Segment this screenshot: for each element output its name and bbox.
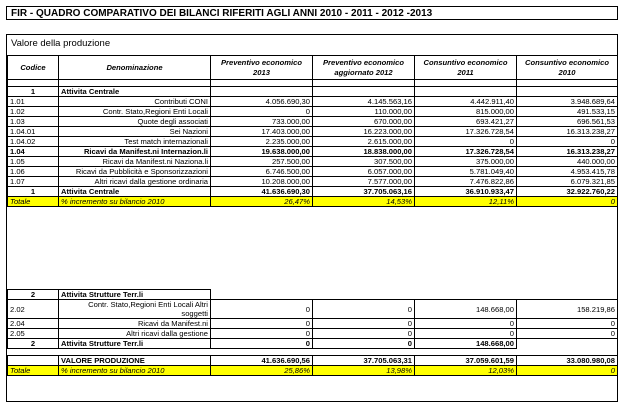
grand-pct-v4: 0	[517, 366, 618, 376]
group2-total-row	[8, 339, 618, 349]
row-desc: Contributi CONI	[59, 97, 211, 107]
total2-v1: 0	[211, 339, 313, 349]
grand-v4: 33.080.980,08	[517, 356, 618, 366]
grand-v2: 37.705.063,31	[313, 356, 415, 366]
gap-row	[8, 349, 618, 356]
grand-label: VALORE PRODUZIONE	[59, 356, 211, 366]
row-v4: 0	[517, 329, 618, 339]
row-v2: 0	[313, 329, 415, 339]
row-v2: 0	[313, 319, 415, 329]
pct-v2: 14,53%	[313, 197, 415, 207]
row-v1: 6.746.500,00	[211, 167, 313, 177]
row-v4: 0	[517, 137, 618, 147]
row-v1: 17.403.000,00	[211, 127, 313, 137]
row-desc: Ricavi da Manifest.ni	[59, 319, 211, 329]
row-v3: 17.326.728,54	[415, 147, 517, 157]
table-row	[8, 319, 618, 329]
row-v2: 307.500,00	[313, 157, 415, 167]
header-denominazione: Denominazione	[59, 56, 211, 80]
row-v4: 158.219,86	[517, 300, 618, 319]
row-v1: 0	[211, 329, 313, 339]
row-v2: 2.615.000,00	[313, 137, 415, 147]
group-header-row	[8, 87, 618, 97]
row-code: 1.07	[8, 177, 59, 187]
grand-pct-row	[8, 366, 618, 376]
row-v1: 10.208.000,00	[211, 177, 313, 187]
row-desc: Altri ricavi dalla gestione ordinaria	[59, 177, 211, 187]
header-col4: Consuntivo economico 2010	[517, 56, 618, 80]
row-v3: 375.000,00	[415, 157, 517, 167]
header-col2: Preventivo economico aggiornato 2012	[313, 56, 415, 80]
row-v3: 0	[415, 329, 517, 339]
row-code: 1.06	[8, 167, 59, 177]
pct-v3: 12,11%	[415, 197, 517, 207]
row-code: 1.02	[8, 107, 59, 117]
header-col1: Preventivo economico 2013	[211, 56, 313, 80]
production-table	[7, 55, 618, 207]
row-code: 1.04.01	[8, 127, 59, 137]
pct-row	[8, 197, 618, 207]
grand-v1: 41.636.690,56	[211, 356, 313, 366]
table-row	[8, 177, 618, 187]
pct-v4: 0	[517, 197, 618, 207]
row-desc: Test match internazionali	[59, 137, 211, 147]
row-desc: Contr. Stato,Regioni Enti Locali Altri soggetti	[59, 300, 211, 319]
row-v2: 16.223.000,00	[313, 127, 415, 137]
row-code: 1.03	[8, 117, 59, 127]
table-row	[8, 107, 618, 117]
row-v3: 815.000,00	[415, 107, 517, 117]
table-row	[8, 117, 618, 127]
row-desc: Ricavi da Manifest.ni Internazion.li	[59, 147, 211, 157]
row-v2: 18.838.000,00	[313, 147, 415, 157]
group2-label: Attivita Strutture Terr.li	[59, 290, 211, 300]
table-row	[8, 97, 618, 107]
pct-desc: % incremento su bilancio 2010	[59, 197, 211, 207]
total2-v4	[517, 339, 618, 349]
total2-v3: 148.668,00	[415, 339, 517, 349]
row-v4: 16.313.238,27	[517, 127, 618, 137]
group2-header-row	[8, 290, 618, 300]
table-row	[8, 300, 618, 319]
row-v3: 148.668,00	[415, 300, 517, 319]
row-code: 1.05	[8, 157, 59, 167]
table-row	[8, 127, 618, 137]
section-title: Valore della produzione	[11, 38, 111, 49]
row-desc: Altri ricavi dalla gestione	[59, 329, 211, 339]
row-v3: 4.442.911,40	[415, 97, 517, 107]
row-v3: 0	[415, 137, 517, 147]
row-desc: Ricavi da Pubblicità e Sponsorizzazioni	[59, 167, 211, 177]
row-code: 2.04	[8, 319, 59, 329]
row-v4: 3.948.689,64	[517, 97, 618, 107]
table-row	[8, 137, 618, 147]
row-v2: 4.145.563,16	[313, 97, 415, 107]
row-desc: Sei Nazioni	[59, 127, 211, 137]
row-v4: 6.079.321,85	[517, 177, 618, 187]
grand-pct-v3: 12,03%	[415, 366, 517, 376]
spacer-row	[8, 80, 618, 87]
row-v1: 4.056.690,30	[211, 97, 313, 107]
row-v3: 693.421,27	[415, 117, 517, 127]
grand-pct-label: Totale	[8, 366, 59, 376]
grand-pct-desc: % incremento su bilancio 2010	[59, 366, 211, 376]
row-desc: Ricavi da Manifest.ni Naziona.li	[59, 157, 211, 167]
row-v4: 16.313.238,27	[517, 147, 618, 157]
row-v1: 2.235.000,00	[211, 137, 313, 147]
table-row	[8, 147, 618, 157]
row-code: 1.04	[8, 147, 59, 157]
territorial-table	[7, 289, 618, 376]
row-v4: 0	[517, 319, 618, 329]
row-v3: 17.326.728,54	[415, 127, 517, 137]
row-v3: 7.476.822,86	[415, 177, 517, 187]
grand-pct-v1: 25,86%	[211, 366, 313, 376]
group-total-row	[8, 187, 618, 197]
row-v3: 0	[415, 319, 517, 329]
row-code: 1.01	[8, 97, 59, 107]
table-row	[8, 329, 618, 339]
row-desc: Quote degli associati	[59, 117, 211, 127]
group-label: Attivita Centrale	[59, 87, 211, 97]
total-v1: 41.636.690,30	[211, 187, 313, 197]
total-code: 1	[8, 187, 59, 197]
total-v4: 32.922.760,22	[517, 187, 618, 197]
table-row	[8, 157, 618, 167]
row-v2: 7.577.000,00	[313, 177, 415, 187]
total2-code: 2	[8, 339, 59, 349]
group2-code: 2	[8, 290, 59, 300]
header-col3: Consuntivo economico 2011	[415, 56, 517, 80]
row-desc: Contr. Stato,Regioni Enti Locali	[59, 107, 211, 117]
header-row	[8, 56, 618, 80]
row-v4: 696.561,53	[517, 117, 618, 127]
row-v1: 0	[211, 107, 313, 117]
row-code: 2.02	[8, 300, 59, 319]
pct-label: Totale	[8, 197, 59, 207]
row-v2: 0	[313, 300, 415, 319]
row-v1: 733.000,00	[211, 117, 313, 127]
grand-v3: 37.059.601,59	[415, 356, 517, 366]
group-code: 1	[8, 87, 59, 97]
row-v1: 0	[211, 319, 313, 329]
total2-label: Attivita Strutture Terr.li	[59, 339, 211, 349]
grand-total-row	[8, 356, 618, 366]
row-v3: 5.781.049,40	[415, 167, 517, 177]
row-v2: 670.000,00	[313, 117, 415, 127]
row-v4: 4.953.415,78	[517, 167, 618, 177]
total-v3: 36.910.933,47	[415, 187, 517, 197]
row-v1: 19.638.000,00	[211, 147, 313, 157]
row-code: 2.05	[8, 329, 59, 339]
page-title: FIR - QUADRO COMPARATIVO DEI BILANCI RIFERITI AGLI ANNI 2010 - 2011 - 2012 -2013	[6, 6, 618, 20]
total-v2: 37.705.063,16	[313, 187, 415, 197]
total-label: Attivita Centrale	[59, 187, 211, 197]
total2-v2: 0	[313, 339, 415, 349]
row-v2: 110.000,00	[313, 107, 415, 117]
header-codice: Codice	[8, 56, 59, 80]
row-v2: 6.057.000,00	[313, 167, 415, 177]
row-v4: 440.000,00	[517, 157, 618, 167]
row-code: 1.04.02	[8, 137, 59, 147]
grand-pct-v2: 13,98%	[313, 366, 415, 376]
row-v4: 491.533,15	[517, 107, 618, 117]
row-v1: 257.500,00	[211, 157, 313, 167]
table-row	[8, 167, 618, 177]
row-v1: 0	[211, 300, 313, 319]
pct-v1: 26,47%	[211, 197, 313, 207]
report-frame	[6, 34, 618, 402]
